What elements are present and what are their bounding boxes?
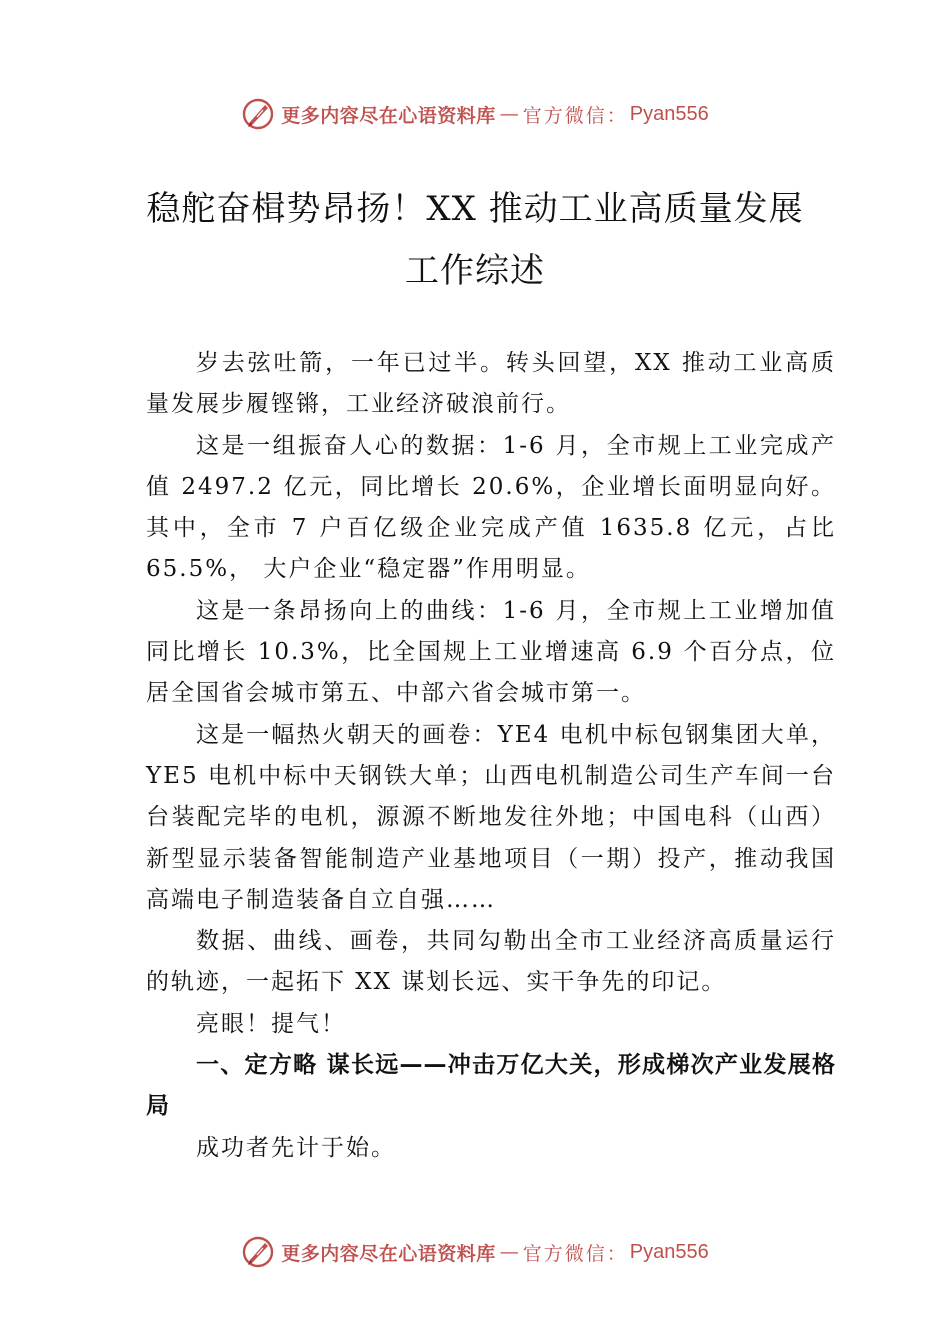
paragraph: 亮眼！提气！ (196, 1010, 346, 1037)
paragraph: 数据、曲线、画卷，共同勾勒出全市工业经济高质量运行的轨迹，一起拓下 XX 谋划长远、实干争先的印记。 (146, 928, 836, 996)
banner-text: 更多内容尽在心语资料库 (281, 104, 496, 127)
banner-wechat-id: Pyan556 (629, 102, 709, 125)
quill-logo-icon (241, 97, 275, 131)
footer-banner (0, 1232, 950, 1272)
banner-wechat-label: 官方微信： (522, 104, 628, 127)
banner-wechat-id: Pyan556 (629, 1240, 709, 1263)
banner-text: 更多内容尽在心语资料库 (281, 1242, 496, 1265)
article-body (146, 343, 836, 1169)
article-title (100, 178, 850, 302)
quill-logo-icon (241, 1235, 275, 1269)
section-heading: 一、定方略 谋长远——冲击万亿大关，形成梯次产业发展格局 (146, 1052, 836, 1120)
paragraph: 成功者先计于始。 (196, 1134, 396, 1161)
title-line-2: 工作综述 (405, 251, 545, 291)
paragraph: 这是一幅热火朝天的画卷：YE4 电机中标包钢集团大单，YE5 电机中标中天钢铁大单；山西电机制造公司生产车间一台台装配完毕的电机，源源不断地发往外地；中国电科（山西）新型显示装备智能制造产业基地项目（一期）投产，推动我国高端电子制造装备自立自强…… (146, 721, 836, 913)
banner-wechat-label: 官方微信： (522, 1242, 628, 1265)
header-banner (0, 94, 950, 134)
title-line-1: 稳舵奋楫势昂扬！XX 推动工业高质量发展 (146, 189, 804, 229)
paragraph: 这是一条昂扬向上的曲线：1-6 月，全市规上工业增加值同比增长 10.3%，比全国规上工业增速高 6.9 个百分点，位居全国省会城市第五、中部六省会城市第一。 (146, 597, 836, 707)
paragraph: 岁去弦吐箭，一年已过半。转头回望，XX 推动工业高质量发展步履铿锵，工业经济破浪前行。 (146, 350, 836, 418)
paragraph: 这是一组振奋人心的数据：1-6 月，全市规上工业完成产值 2497.2 亿元，同比增长 20.6%，企业增长面明显向好。其中，全市 7 户百亿级企业完成产值 1635.8 亿元，占比 65.5%， 大户企业“稳定器”作用明显。 (146, 432, 836, 583)
banner-separator: — (499, 1241, 519, 1263)
banner-separator: — (499, 103, 519, 125)
